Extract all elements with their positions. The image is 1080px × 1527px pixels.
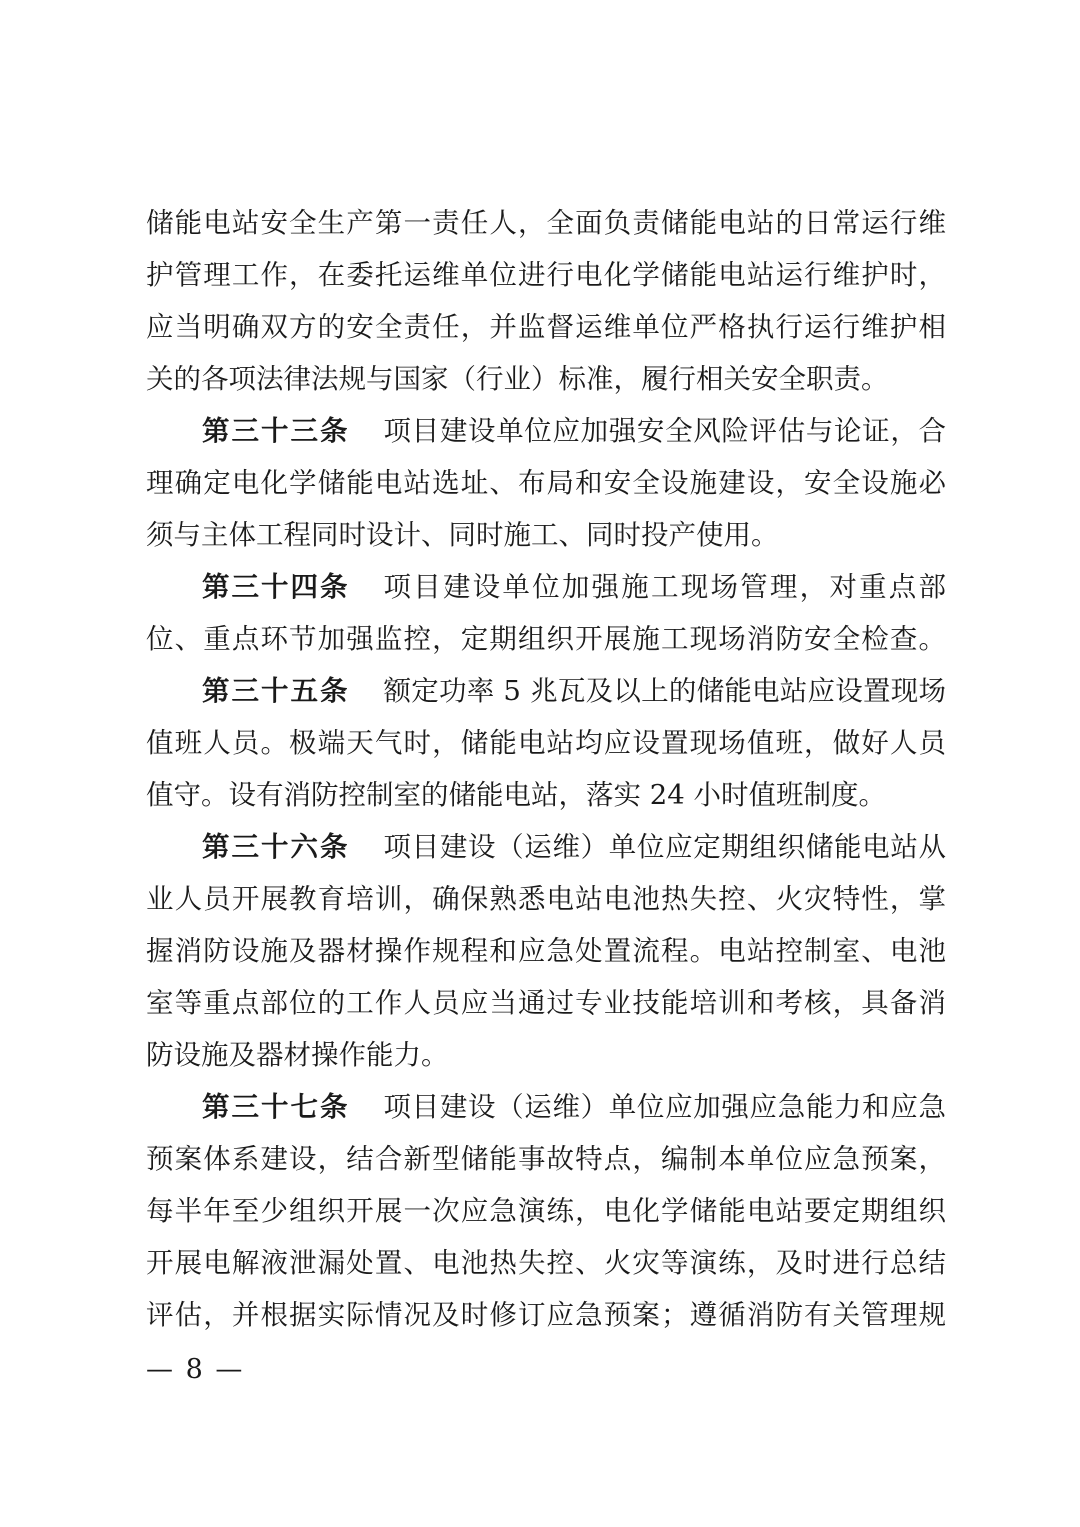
- text-line-content: 业人员开展教育培训，确保熟悉电站电池热失控、火灾特性，掌: [146, 883, 948, 915]
- text-line-content: 防设施及器材操作能力。: [146, 1039, 449, 1071]
- article-33-first-line: [146, 411, 947, 451]
- text-line: [146, 1295, 947, 1335]
- article-34-first-line: [146, 567, 948, 607]
- text-line: [146, 359, 889, 399]
- text-line: [146, 775, 886, 815]
- text-line-content: 项目建设单位应加强安全风险评估与论证，合: [383, 415, 947, 447]
- text-line: [146, 619, 947, 659]
- text-line-content: 应当明确双方的安全责任，并监督运维单位严格执行运行维护相: [146, 311, 948, 343]
- article-35-first-line: [146, 671, 946, 711]
- text-line: [146, 307, 947, 347]
- text-line: [146, 1139, 947, 1179]
- article-heading: 第三十四条: [202, 571, 350, 603]
- article-36-first-line: [146, 827, 947, 867]
- article-heading: 第三十六条: [202, 831, 350, 863]
- text-line-content: 预案体系建设，结合新型储能事故特点，编制本单位应急预案，: [146, 1143, 948, 1175]
- article-heading: 第三十五条: [202, 675, 350, 707]
- text-line: [146, 931, 947, 971]
- text-line-content: 项目建设（运维）单位应定期组织储能电站从: [383, 831, 947, 863]
- text-line-content: 额定功率 5 兆瓦及以上的储能电站应设置现场: [383, 675, 947, 707]
- text-line-content: 理确定电化学储能电站选址、布局和安全设施建设，安全设施必: [146, 467, 948, 499]
- text-line-content: 护管理工作，在委托运维单位进行电化学储能电站运行维护时，: [146, 259, 948, 291]
- text-line: [146, 1243, 947, 1283]
- article-heading: 第三十三条: [202, 415, 350, 447]
- text-line: [146, 1035, 449, 1075]
- text-line: [146, 1191, 947, 1231]
- text-line-content: 项目建设单位加强施工现场管理，对重点部: [383, 571, 949, 603]
- text-line-content: 评估，并根据实际情况及时修订应急预案；遵循消防有关管理规: [146, 1299, 948, 1331]
- text-line-content: 位、重点环节加强监控，定期组织开展施工现场消防安全检查。: [146, 623, 948, 655]
- text-line: [146, 463, 947, 503]
- text-line: [146, 983, 947, 1023]
- text-line: [146, 255, 947, 295]
- text-line: [146, 203, 947, 243]
- text-line-content: 室等重点部位的工作人员应当通过专业技能培训和考核，具备消: [146, 987, 948, 1019]
- text-line-content: 项目建设（运维）单位应加强应急能力和应急: [383, 1091, 947, 1123]
- text-line: [146, 879, 947, 919]
- article-37-first-line: [146, 1087, 947, 1127]
- article-heading: 第三十七条: [202, 1091, 350, 1123]
- text-line-content: 关的各项法律法规与国家（行业）标准，履行相关安全职责。: [146, 363, 889, 395]
- text-line-content: 值班人员。极端天气时，储能电站均应设置现场值班，做好人员: [146, 727, 948, 759]
- text-line-content: 握消防设施及器材操作规程和应急处置流程。电站控制室、电池: [146, 935, 948, 967]
- text-line-content: 开展电解液泄漏处置、电池热失控、火灾等演练，及时进行总结: [146, 1247, 948, 1279]
- text-line: [146, 515, 779, 555]
- page-number: — 8 —: [146, 1354, 245, 1385]
- text-line-content: 须与主体工程同时设计、同时施工、同时投产使用。: [146, 519, 779, 551]
- text-line-content: 储能电站安全生产第一责任人，全面负责储能电站的日常运行维: [146, 207, 948, 239]
- text-line: [146, 723, 947, 763]
- text-line-content: 值守。设有消防控制室的储能电站，落实 24 小时值班制度。: [146, 779, 886, 811]
- text-line-content: 每半年至少组织开展一次应急演练，电化学储能电站要定期组织: [146, 1195, 948, 1227]
